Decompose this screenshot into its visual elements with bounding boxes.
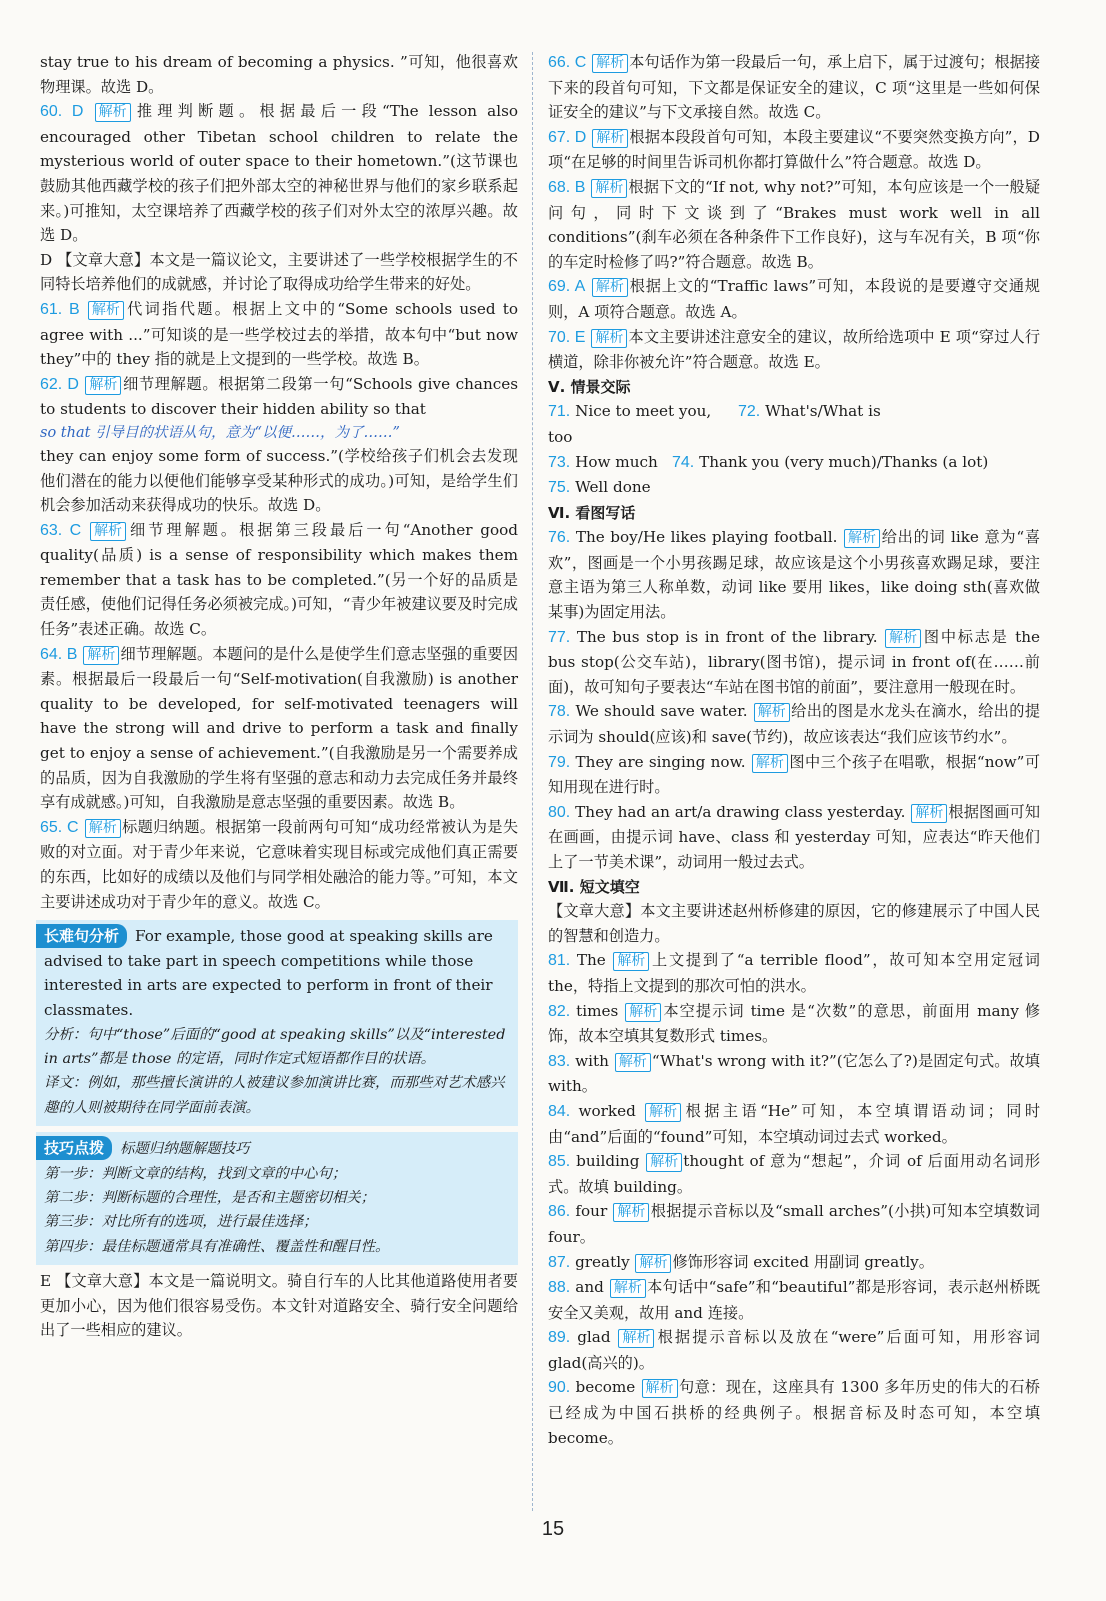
answer-text: 根据上文的“Traffic laws”可知，本段说的是要遵守交通规则，A 项符合题意。故选 A。: [548, 277, 1040, 321]
answer-63: [40, 518, 518, 642]
answer-number: 82.: [548, 1002, 571, 1020]
answer-number: 76.: [548, 529, 571, 547]
answer-76: [548, 525, 1040, 624]
answer-number: 69. A: [548, 278, 586, 296]
tip-step: 第二步：判断标题的合理性，是否和主题密切相关；: [44, 1190, 375, 1206]
analysis-tag: 解析: [591, 179, 627, 198]
answer-number: 68. B: [548, 178, 586, 196]
tip-step: 第一步：判断文章的结构，找到文章的中心句；: [44, 1165, 347, 1182]
answer-74: [672, 450, 988, 476]
analysis-tag: 解析: [83, 646, 119, 665]
answer-number: 72.: [738, 403, 761, 421]
answer-90: [548, 1375, 1040, 1450]
answer-text: 上文提到了“a terrible flood”，故可知本空用定冠词 the，特指上文提到的那次可怕的洪水。: [548, 951, 1040, 995]
analysis-tag: 解析: [592, 278, 628, 297]
analysis-tag: 解析: [88, 301, 124, 320]
answer-text: 细节理解题。根据第三段最后一句“Another good quality(品质) is a sense of responsibility which makes them remember that a task has to be completed.”(另一个好的品质是责任感，使他们记得任务必须被完成。)可知，“青少年被建议要及时完成任务”表述正确。故选 C。: [40, 520, 519, 639]
right-column: [548, 50, 1040, 1450]
answer-text: 细节理解题。本题问的是什么是使学生们意志坚强的重要因素。根据最后一段最后一句“Self-motivation(自我激励) is another quality to be developed, for self-motivated teenagers will have the strong will and drive to perform a task and finally get to enjoy a sense of achievement.”(自我激励是另一个需要养成的品质，因为自我激励的学生将有坚强的意志和动力去完成任务并最终享有成就感。)可知，自我激励是意志坚强的重要因素。故选 B。: [40, 644, 519, 812]
box-translation: 译文：例如，那些擅长演讲的人被建议参加演讲比赛，而那些对艺术感兴趣的人则被期待在同学面前表演。: [44, 1075, 505, 1116]
answer-68: [548, 175, 1040, 274]
answer-word: glad: [577, 1328, 611, 1347]
answer-text: 推理判断题。根据最后一段“The lesson also encouraged other Tibetan school children to relate the mysterious world of outer space to their hometown.”(这节课也鼓励其他西藏学校的孩子们把外部太空的神秘世界与他们的家乡联系起来。)可推知，太空课培养了西藏学校的孩子们对外太空的浓厚兴趣。故选 D。: [40, 102, 519, 245]
answer-80: [548, 800, 1040, 875]
answer-word: greatly: [575, 1252, 630, 1271]
answer-number: 83.: [548, 1052, 571, 1070]
answer-number: 65. C: [40, 818, 79, 836]
answer-67: [548, 125, 1040, 175]
box-sentence: For example, those good at speaking skills are advised to take part in speech competitions while those interested in arts are expected to perform in front of their classmates.: [44, 927, 493, 1019]
analysis-tag: 解析: [635, 1254, 671, 1273]
analysis-tag: 解析: [752, 754, 788, 773]
answer-text: 根据下文的“If not, why not?”可知，本句应该是一个一般疑问句，同时下文谈到了“Brakes must work well in all conditions”(刹车必须在各种条件下工作良好)，这与车况有关，B 项“你的车定时检修了吗?”符合题意。故选 B。: [548, 177, 1041, 271]
tips-box: [36, 1132, 518, 1265]
answer-81: [548, 948, 1040, 998]
answer-text: thought of 意为“想起”，介词 of 后面用动名词形式。故填 building。: [548, 1152, 1041, 1196]
answer-text: 本文主要讲述注意安全的建议，故所给选项中 E 项“穿过人行横道，除非你被允许”符合题意。故选 E。: [548, 327, 1040, 372]
answer-text: 代词指代题。根据上文中的“Some schools used to agree with ...”可知谈的是一些学校过去的举措，故本句中“but now they”中的 they 指的就是上文提到的一些学校。故选 B。: [40, 299, 518, 369]
answer-number: 70. E: [548, 328, 586, 346]
answer-number: 60. D: [40, 103, 84, 121]
analysis-tag: 解析: [642, 1379, 678, 1398]
answer-text: 给出的图是水龙头在滴水，给出的提示词为 should(应该)和 save(节约)，故应该表达“我们应该节约水”。: [548, 702, 1041, 747]
answer-number: 78.: [548, 703, 571, 721]
analysis-tag: 解析: [645, 1103, 681, 1122]
answer-word: The: [576, 951, 606, 970]
answer-number: 79.: [548, 753, 571, 771]
answer-61: [40, 297, 518, 372]
answer-86: [548, 1199, 1040, 1249]
section-title: Ⅶ. 短文填空: [548, 877, 640, 896]
handwritten-note: so that 引导目的状语从句，意为“以便……，为了……”: [40, 424, 400, 441]
answer-66: [548, 50, 1040, 125]
answer-text: 根据本段段首句可知，本段主要建议“不要突然变换方向”，D 项“在足够的时间里告诉司机你都打算做什么”符合题意。故选 D。: [548, 127, 1040, 172]
answer-text: 根据提示音标以及放在“were”后面可知，用形容词 glad(高兴的)。: [548, 1328, 1040, 1372]
answer-number: 66. C: [548, 54, 587, 71]
passage-summary: 【文章大意】本文主要讲述赵州桥修建的原因，它的修建展示了中国人民的智慧和创造力。: [548, 902, 1040, 945]
section-title: Ⅵ. 看图写话: [548, 503, 636, 522]
answer-text: 细节理解题。根据第二段第一句“Schools give chances to students to discover their hidden ability so that: [40, 374, 519, 419]
box-header: 技巧点拨: [36, 1136, 112, 1160]
answer-word: become: [575, 1378, 636, 1397]
answer-word: four: [575, 1202, 608, 1221]
answer-number: 86.: [548, 1203, 571, 1221]
answer-number: 63. C: [40, 521, 82, 539]
answer-62: [40, 372, 518, 422]
answer-number: 73.: [548, 453, 571, 471]
answer-72: [738, 399, 881, 449]
answer-text: “What's wrong with it?”(它怎么了?)是固定句式。故填 with。: [548, 1051, 1040, 1096]
answer-number: 74.: [672, 453, 695, 471]
answer-number: 77.: [548, 628, 571, 646]
answer-78: [548, 699, 1040, 749]
answer-69: [548, 274, 1040, 324]
analysis-tag: 解析: [95, 103, 131, 122]
answer-word: times: [576, 1001, 619, 1020]
answer-text: Thank you (very much)/Thanks (a lot): [699, 452, 989, 471]
answer-text: 给出的词 like 意为“喜欢”，图画是一个小男孩踢足球，故应该是这个小男孩喜欢踢足球，要注意主语为第三人称单数，动词 like 要用 likes，like doing sth(喜欢做某事)为固定用法。: [548, 528, 1041, 622]
analysis-tag: 解析: [618, 1329, 654, 1348]
answer-text: How much: [575, 452, 658, 471]
answer-number: 87.: [548, 1253, 571, 1271]
answer-text: 图中三个孩子在唱歌，根据“now”可知用现在进行时。: [548, 752, 1041, 797]
answer-83: [548, 1049, 1040, 1099]
analysis-tag: 解析: [592, 54, 628, 73]
answer-75: [548, 475, 1040, 501]
summary-text: D 【文章大意】本文是一篇议论文，主要讲述了一些学校根据学生的不同特长培养他们的成就感，并讨论了取得成功给学生带来的好处。: [40, 250, 518, 294]
answer-sentence: The boy/He likes playing football.: [575, 528, 838, 547]
analysis-tag: 解析: [610, 1279, 646, 1298]
answer-71: [548, 399, 738, 449]
answer-88: [548, 1275, 1040, 1325]
tip-step: 第四步：最佳标题通常具有准确性、覆盖性和醒目性。: [44, 1238, 390, 1255]
answer-number: 84.: [548, 1102, 571, 1120]
answer-number: 88.: [548, 1279, 571, 1297]
answer-text: 根据提示音标以及“small arches”(小拱)可知本空填数词 four。: [548, 1202, 1040, 1246]
answer-sentence: We should save water.: [575, 702, 748, 721]
answer-word: building: [576, 1152, 640, 1171]
page-number: 15: [541, 1518, 565, 1540]
answer-number: 75.: [548, 479, 571, 497]
answer-64: [40, 642, 518, 815]
answer-text: 图中标志是 the bus stop(公交车站)，library(图书馆)，提示词 in front of(在……前面)，故可知句子要表达“车站在图书馆的前面”，要注意用一般现在时。: [548, 627, 1041, 696]
left-column: [40, 50, 518, 1343]
answer-73: [548, 450, 672, 476]
answer-text: 本句话中“safe”和“beautiful”都是形容词，表示赵州桥既安全又美观，故用 and 连接。: [548, 1278, 1041, 1322]
answer-row: [548, 450, 1040, 476]
analysis-tag: 解析: [592, 129, 628, 148]
answer-60: [40, 99, 518, 248]
analysis-tag: 解析: [754, 703, 790, 722]
answer-number: 80.: [548, 803, 571, 821]
long-sentence-box: [36, 920, 518, 1126]
column-divider: [532, 52, 533, 1511]
analysis-tag: 解析: [613, 1203, 649, 1222]
answer-sentence: They are singing now.: [575, 752, 746, 771]
answer-70: [548, 325, 1040, 375]
answer-number: 64. B: [40, 645, 78, 663]
analysis-tag: 解析: [625, 1003, 661, 1022]
analysis-tag: 解析: [646, 1153, 682, 1172]
answer-59-tail: [40, 50, 518, 99]
answer-text: 本句话作为第一段最后一句，承上启下，属于过渡句；根据接下来的段首句可知，下文都是保证安全的建议，C 项“这里是一些如何保证安全的建议”与下文承接自然。故选 C。: [548, 53, 1041, 122]
answer-number: 67. D: [548, 128, 587, 146]
passage-e-summary: [40, 1269, 518, 1343]
answer-text: 标题归纳题。根据第一段前两句可知“成功经常被认为是失败的对立面。对于青少年来说，它意味着实现目标或完成他们真正需要的东西，比如好的成绩以及他们与同学相处融洽的能力等。”可知，本文主要讲述成功对于青少年的意义。故选 C。: [40, 817, 519, 911]
answer-number: 90.: [548, 1379, 571, 1397]
box-subtitle: 标题归纳题解题技巧: [120, 1141, 250, 1158]
answer-sentence: The bus stop is in front of the library.: [576, 627, 878, 646]
answer-62-cont: [40, 444, 518, 518]
answer-word: and: [575, 1278, 604, 1297]
answer-text: What's/What is: [765, 402, 881, 421]
analysis-tag: 解析: [85, 819, 121, 838]
analysis-tag: 解析: [85, 376, 121, 395]
analysis-tag: 解析: [911, 804, 947, 823]
answer-number: 89.: [548, 1329, 571, 1347]
analysis-tag: 解析: [615, 1053, 651, 1072]
answer-89: [548, 1325, 1040, 1375]
analysis-tag: 解析: [90, 522, 126, 541]
answer-number: 61. B: [40, 300, 80, 318]
answer-word: worked: [578, 1101, 636, 1120]
answer-84: [548, 1099, 1040, 1149]
box-analysis: 分析：句中“those”后面的“good at speaking skills”以及“interested in arts”都是 those 的定语，同时作定式短语都作目的状语。: [44, 1026, 506, 1067]
answer-sentence: They had an art/a drawing class yesterday.: [575, 802, 906, 821]
summary-text: E 【文章大意】本文是一篇说明文。骑自行车的人比其他道路使用者要更加小心，因为他们很容易受伤。本文针对道路安全、骑行安全问题给出了一些相应的建议。: [40, 1272, 518, 1340]
answer-65: [40, 815, 518, 914]
answer-text: they can enjoy some form of success.”(学校给孩子们机会去发现他们潜在的能力以便他们能够享受某种形式的成功。)可知，是给学生们机会参加活动来获得成功的快乐。故选 D。: [40, 446, 518, 515]
answer-word: with: [575, 1051, 609, 1070]
answer-87: [548, 1250, 1040, 1276]
box-header: 长难句分析: [36, 924, 127, 948]
analysis-tag: 解析: [591, 329, 627, 348]
answer-text: 本空提示词 time 是“次数”的意思，前面用 many 修饰，故本空填其复数形式 times。: [548, 1001, 1041, 1046]
analysis-tag: 解析: [844, 529, 880, 548]
answer-text: Well done: [575, 478, 651, 497]
answer-text: 修饰形容词 excited 用副词 greatly。: [672, 1252, 934, 1271]
answer-number: 62. D: [40, 375, 79, 393]
answer-79: [548, 750, 1040, 800]
answer-text: Nice to meet you, too: [548, 402, 712, 446]
answer-row: [548, 399, 1040, 449]
answer-text: 根据图画可知在画画，由提示词 have、class 和 yesterday 可知，应表达“昨天他们上了一节美术课”，动词用一般过去式。: [548, 802, 1041, 871]
answer-number: 85.: [548, 1153, 571, 1171]
answer-number: 81.: [548, 952, 571, 970]
answer-77: [548, 625, 1040, 700]
analysis-tag: 解析: [885, 629, 921, 648]
answer-85: [548, 1149, 1040, 1199]
analysis-tag: 解析: [613, 952, 649, 971]
answer-text: 句意：现在，这座具有 1300 多年历史的伟大的石桥已经成为中国石拱桥的经典例子。根据音标及时态可知，本空填 become。: [548, 1378, 1041, 1447]
answer-text: 根据主语“He”可知，本空填谓语动词；同时由“and”后面的“found”可知，本空填动词过去式 worked。: [548, 1101, 1041, 1146]
answer-text: stay true to his dream of becoming a physics. ”可知，他很喜欢物理课。故选 D。: [40, 53, 518, 96]
answer-82: [548, 999, 1040, 1049]
section-title: Ⅴ. 情景交际: [548, 377, 631, 396]
tip-step: 第三步：对比所有的选项，进行最佳选择；: [44, 1214, 318, 1231]
answer-number: 71.: [548, 403, 571, 421]
passage-d-summary: [40, 248, 518, 297]
